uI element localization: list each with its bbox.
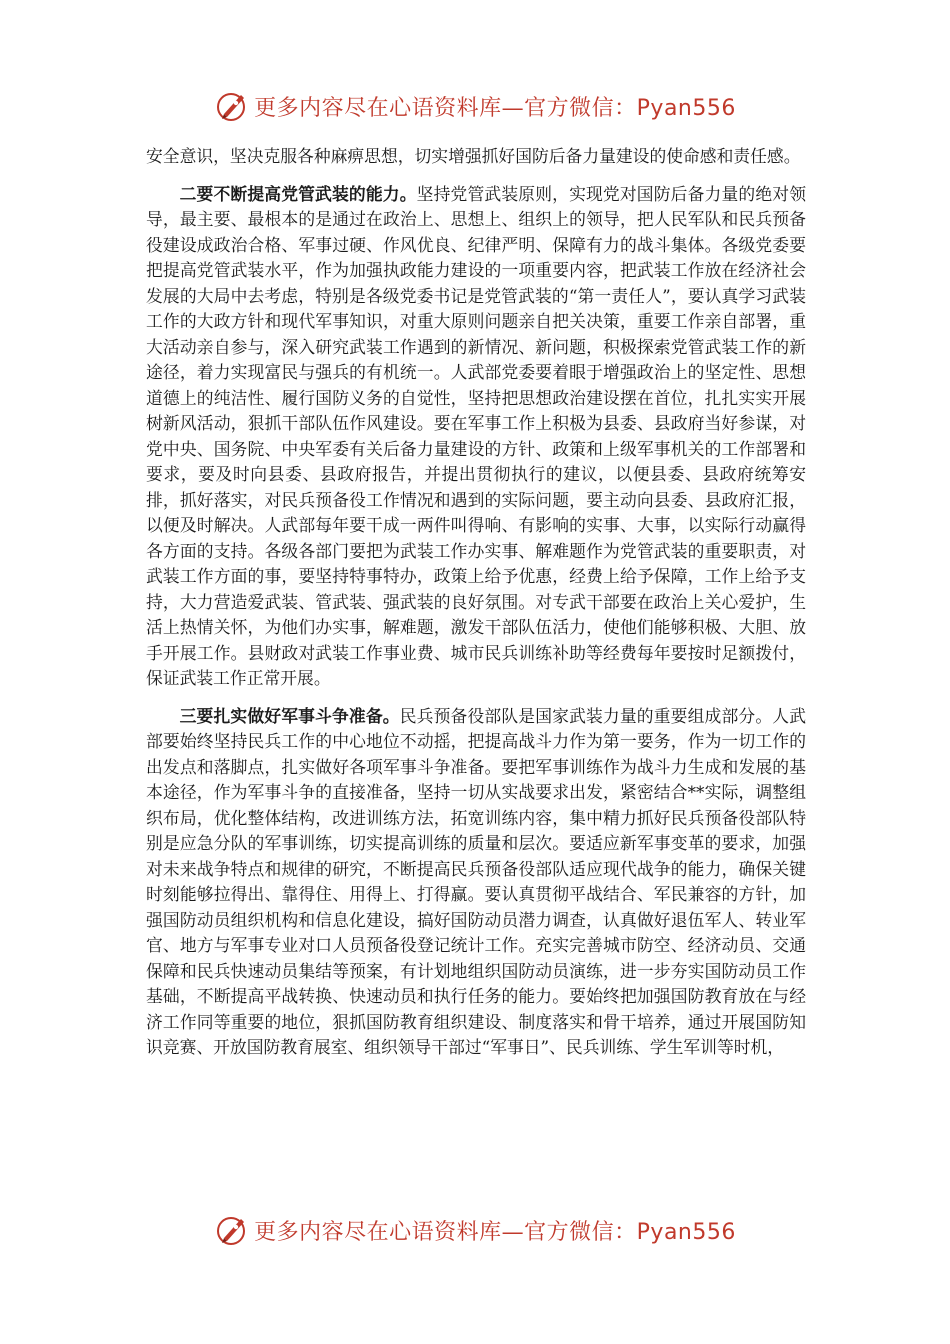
header-banner bbox=[0, 86, 950, 126]
paragraph-military-prep bbox=[146, 704, 806, 1061]
footer-banner bbox=[0, 1210, 950, 1250]
header-banner-wechat: 官方微信：Pyan556 bbox=[524, 95, 736, 121]
footer-banner-text bbox=[254, 1215, 736, 1246]
header-banner-text bbox=[254, 91, 736, 122]
pen-logo-icon bbox=[214, 88, 250, 124]
paragraph-body: 坚持党管武装原则，实现党对国防后备力量的绝对领导，最主要、最根本的是通过在政治上、思想上、组织上的领导，把人民军队和民兵预备役建设成政治合格、军事过硬、作风优良、纪律严明、保障有力的战斗集体。各级党委要把提高党管武装水平，作为加强执政能力建设的一项重要内容，把武装工作放在经济社会发展的大局中去考虑，特别是各级党委书记是党管武装的“第一责任人”，要认真学习武装工作的大政方针和现代军事知识，对重大原则问题亲自把关决策，重要工作亲自部署，重大活动亲自参与，深入研究武装工作遇到的新情况、新问题，积极探索党管武装工作的新途径，着力实现富民与强兵的有机统一。人武部党委要着眼于增强政治上的坚定性、思想道德上的纯洁性、履行国防义务的自觉性，坚持把思想政治建设摆在首位，扎扎实实开展树新风活动，狠抓干部队伍作风建设。要在军事工作上积极为县委、县政府当好参谋，对党中央、国务院、中央军委有关后备力量建设的方针、政策和上级军事机关的工作部署和要求，要及时向县委、县政府报告，并提出贯彻执行的建议，以便县委、县政府统筹安排，抓好落实，对民兵预备役工作情况和遇到的实际问题，要主动向县委、县政府汇报，以便及时解决。人武部每年要干成一两件叫得响、有影响的实事、大事，以实际行动赢得各方面的支持。各级各部门要把为武装工作办实事、解难题作为党管武装的重要职责，对武装工作方面的事，要坚持特事特办，政策上给予优惠，经费上给予保障，工作上给予支持，大力营造爱武装、管武装、强武装的良好氛围。对专武干部要在政治上关心爱护，生活上热情关怀，为他们办实事，解难题，激发干部队伍活力，使他们能够积极、大胆、放手开展工作。县财政对武装工作事业费、城市民兵训练补助等经费每年要按时足额拨付，保证武装工作正常开展。 bbox=[146, 183, 806, 688]
paragraph-body: 民兵预备役部队是国家武装力量的重要组成部分。人武部要始终坚持民兵工作的中心地位不动摇，把提高战斗力作为第一要务，作为一切工作的出发点和落脚点，扎实做好各项军事斗争准备。要把军事训练作为战斗力生成和发展的基本途径，作为军事斗争的直接准备，坚持一切从实战要求出发，紧密结合**实际，调整组织布局，优化整体结构，改进训练方法，拓宽训练内容，集中精力抓好民兵预备役部队特别是应急分队的军事训练，切实提高训练的质量和层次。要适应新军事变革的要求，加强对未来战争特点和规律的研究，不断提高民兵预备役部队适应现代战争的能力，确保关键时刻能够拉得出、靠得住、用得上、打得赢。要认真贯彻平战结合、军民兼容的方针，加强国防动员组织机构和信息化建设，搞好国防动员潜力调查，认真做好退伍军人、转业军官、地方与军事专业对口人员预备役登记统计工作。充实完善城市防空、经济动员、交通保障和民兵快速动员集结等预案，有计划地组织国防动员演练，进一步夯实国防动员工作基础，不断提高平战转换、快速动员和执行任务的能力。要始终把加强国防教育放在与经济工作同等重要的地位，狠抓国防教育组织建设、制度落实和骨干培养，通过开展国防知识竞赛、开放国防教育展室、组织领导干部过“军事日”、民兵训练、学生军训等时机， bbox=[146, 705, 806, 1057]
footer-banner-main: 更多内容尽在心语资料库— bbox=[254, 1219, 525, 1245]
paragraph-continuation bbox=[146, 144, 806, 170]
pen-logo-icon bbox=[214, 1212, 250, 1248]
header-banner-main: 更多内容尽在心语资料库— bbox=[254, 95, 525, 121]
paragraph-lead: 二要不断提高党管武装的能力。 bbox=[179, 183, 417, 204]
paragraph-body: 安全意识，坚决克服各种麻痹思想，切实增强抓好国防后备力量建设的使命感和责任感。 bbox=[146, 146, 801, 166]
footer-banner-wechat: 官方微信：Pyan556 bbox=[524, 1219, 736, 1245]
paragraph-lead: 三要扎实做好军事斗争准备。 bbox=[179, 705, 400, 726]
document-body bbox=[146, 144, 806, 1061]
paragraph-party-control bbox=[146, 182, 806, 692]
